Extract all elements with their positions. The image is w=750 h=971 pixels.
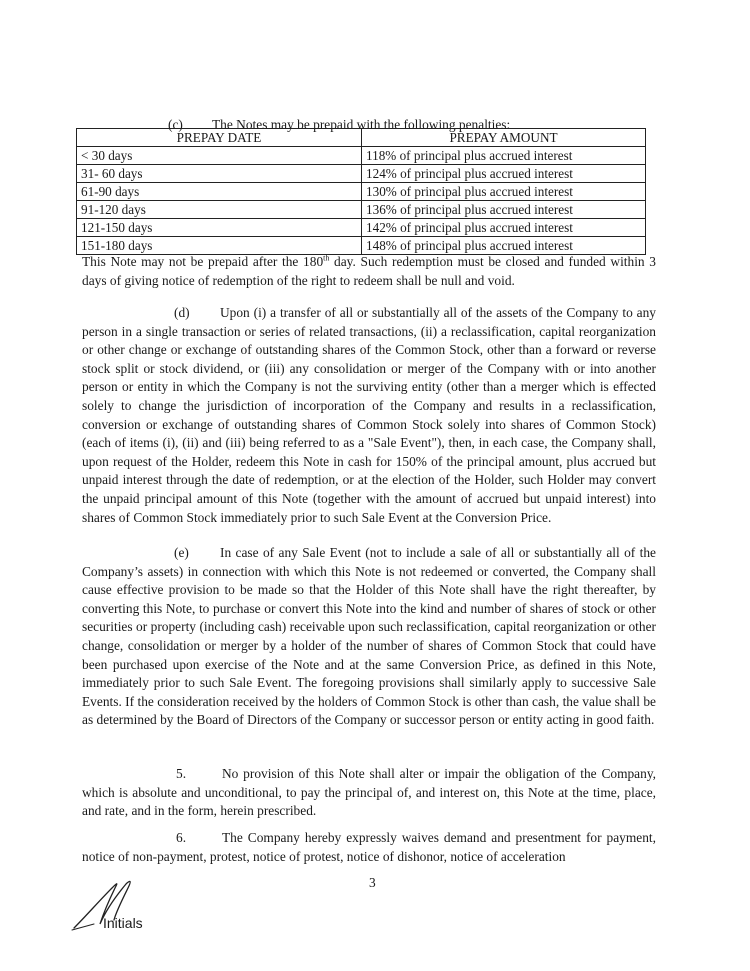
table-cell: 136% of principal plus accrued interest — [362, 201, 646, 219]
section-d-text: Upon (i) a transfer of all or substantially all of the assets of the Company to any person in a single transaction or series of related transactions, (ii) a reclassification, capital reorganization or other change or exchange of outstanding shares of the Common Stock, other than a forward or reverse stock split or stock dividend, or (iii) any consolidation or merger of the Company with or into another person or entity in which the Company is not the surviving entity (other than a merger which is effected solely to change the jurisdiction of incorporation of the Company and results in a reclassification, conversion or exchange of outstanding shares of Common Stock solely into shares of Common Stock) (each of items (i), (ii) and (iii) being referred to as a "Sale Event"), then, in each case, the Company shall, upon request of the Holder, redeem this Note in cash for 150% of the principal amount, plus accrued but unpaid interest through the date of redemption, or at the election of the Holder, such Holder may convert the unpaid principal amount of this Note (together with the amount of accrued but unpaid interest) into shares of Common Stock immediately prior to such Sale Event at the Conversion Price. — [82, 305, 656, 525]
table-row — [77, 201, 646, 219]
table-cell: 124% of principal plus accrued interest — [362, 165, 646, 183]
table-row — [77, 237, 646, 255]
section-d-label: (d) — [174, 305, 190, 320]
section-6-paragraph — [82, 829, 656, 866]
table-cell: 130% of principal plus accrued interest — [362, 183, 646, 201]
table-cell: 148% of principal plus accrued interest — [362, 237, 646, 255]
section-5-paragraph — [82, 765, 656, 821]
section-6-text: The Company hereby expressly waives demand and presentment for payment, notice of non-payment, protest, notice of protest, notice of dishonor, notice of acceleration — [82, 830, 656, 864]
column-header-prepay-date: PREPAY DATE — [77, 129, 362, 147]
section-e-paragraph — [82, 544, 656, 730]
prepay-limit-text-end: day. Such redemption must be closed and funded within 3 days of giving notice of redemption of the right to redeem shall be null and void. — [82, 254, 656, 288]
prepay-limit-paragraph — [82, 253, 656, 290]
table-row — [77, 183, 646, 201]
section-5-text: No provision of this Note shall alter or impair the obligation of the Company, which is absolute and unconditional, to pay the principal of, and interest on, this Note at the time, place, and rate, and in the form, herein prescribed. — [82, 766, 656, 819]
section-c-label: (c) — [168, 117, 183, 132]
table-cell: 61-90 days — [77, 183, 362, 201]
section-d-paragraph — [82, 304, 656, 527]
table-row — [77, 147, 646, 165]
column-header-prepay-amount: PREPAY AMOUNT — [362, 129, 646, 147]
table-cell: 121-150 days — [77, 219, 362, 237]
initials-label: Initials — [103, 915, 143, 931]
section-e-text: In case of any Sale Event (not to include a sale of all or substantially all of the Company’s assets) in connection with which this Note is not redeemed or converted, the Company shall cause effective provision to be made so that the Holder of this Note shall have the right thereafter, by converting this Note, to purchase or convert this Note into the kind and number of shares of stock or other securities or property (including cash) receivable upon such reclassification, capital reorganization or other change, consolidation or merger by a holder of the number of shares of Common Stock that could have been purchased upon exercise of the Note and at the same Conversion Price, as defined in this Note, immediately prior to such Sale Event. The foregoing provisions shall similarly apply to successive Sale Events. If the consideration received by the holders of Common Stock is other than cash, the value shall be as determined by the Board of Directors of the Company or successor person or entity acting in good faith. — [82, 545, 656, 728]
table-row — [77, 165, 646, 183]
table-header-row — [77, 129, 646, 147]
page-number: 3 — [369, 875, 376, 890]
table-cell: < 30 days — [77, 147, 362, 165]
section-6-label: 6. — [176, 830, 187, 845]
prepay-penalty-table — [76, 128, 646, 255]
table-cell: 151-180 days — [77, 237, 362, 255]
table-cell: 91-120 days — [77, 201, 362, 219]
table-cell: 31- 60 days — [77, 165, 362, 183]
section-e-label: (e) — [174, 545, 189, 560]
table-row — [77, 219, 646, 237]
ordinal-suffix: th — [323, 253, 330, 263]
prepay-limit-text-start: This Note may not be prepaid after the 180 — [82, 254, 324, 269]
table-cell: 118% of principal plus accrued interest — [362, 147, 646, 165]
section-5-label: 5. — [176, 766, 187, 781]
table-cell: 142% of principal plus accrued interest — [362, 219, 646, 237]
section-c-heading-text: The Notes may be prepaid with the following penalties: — [212, 117, 511, 132]
